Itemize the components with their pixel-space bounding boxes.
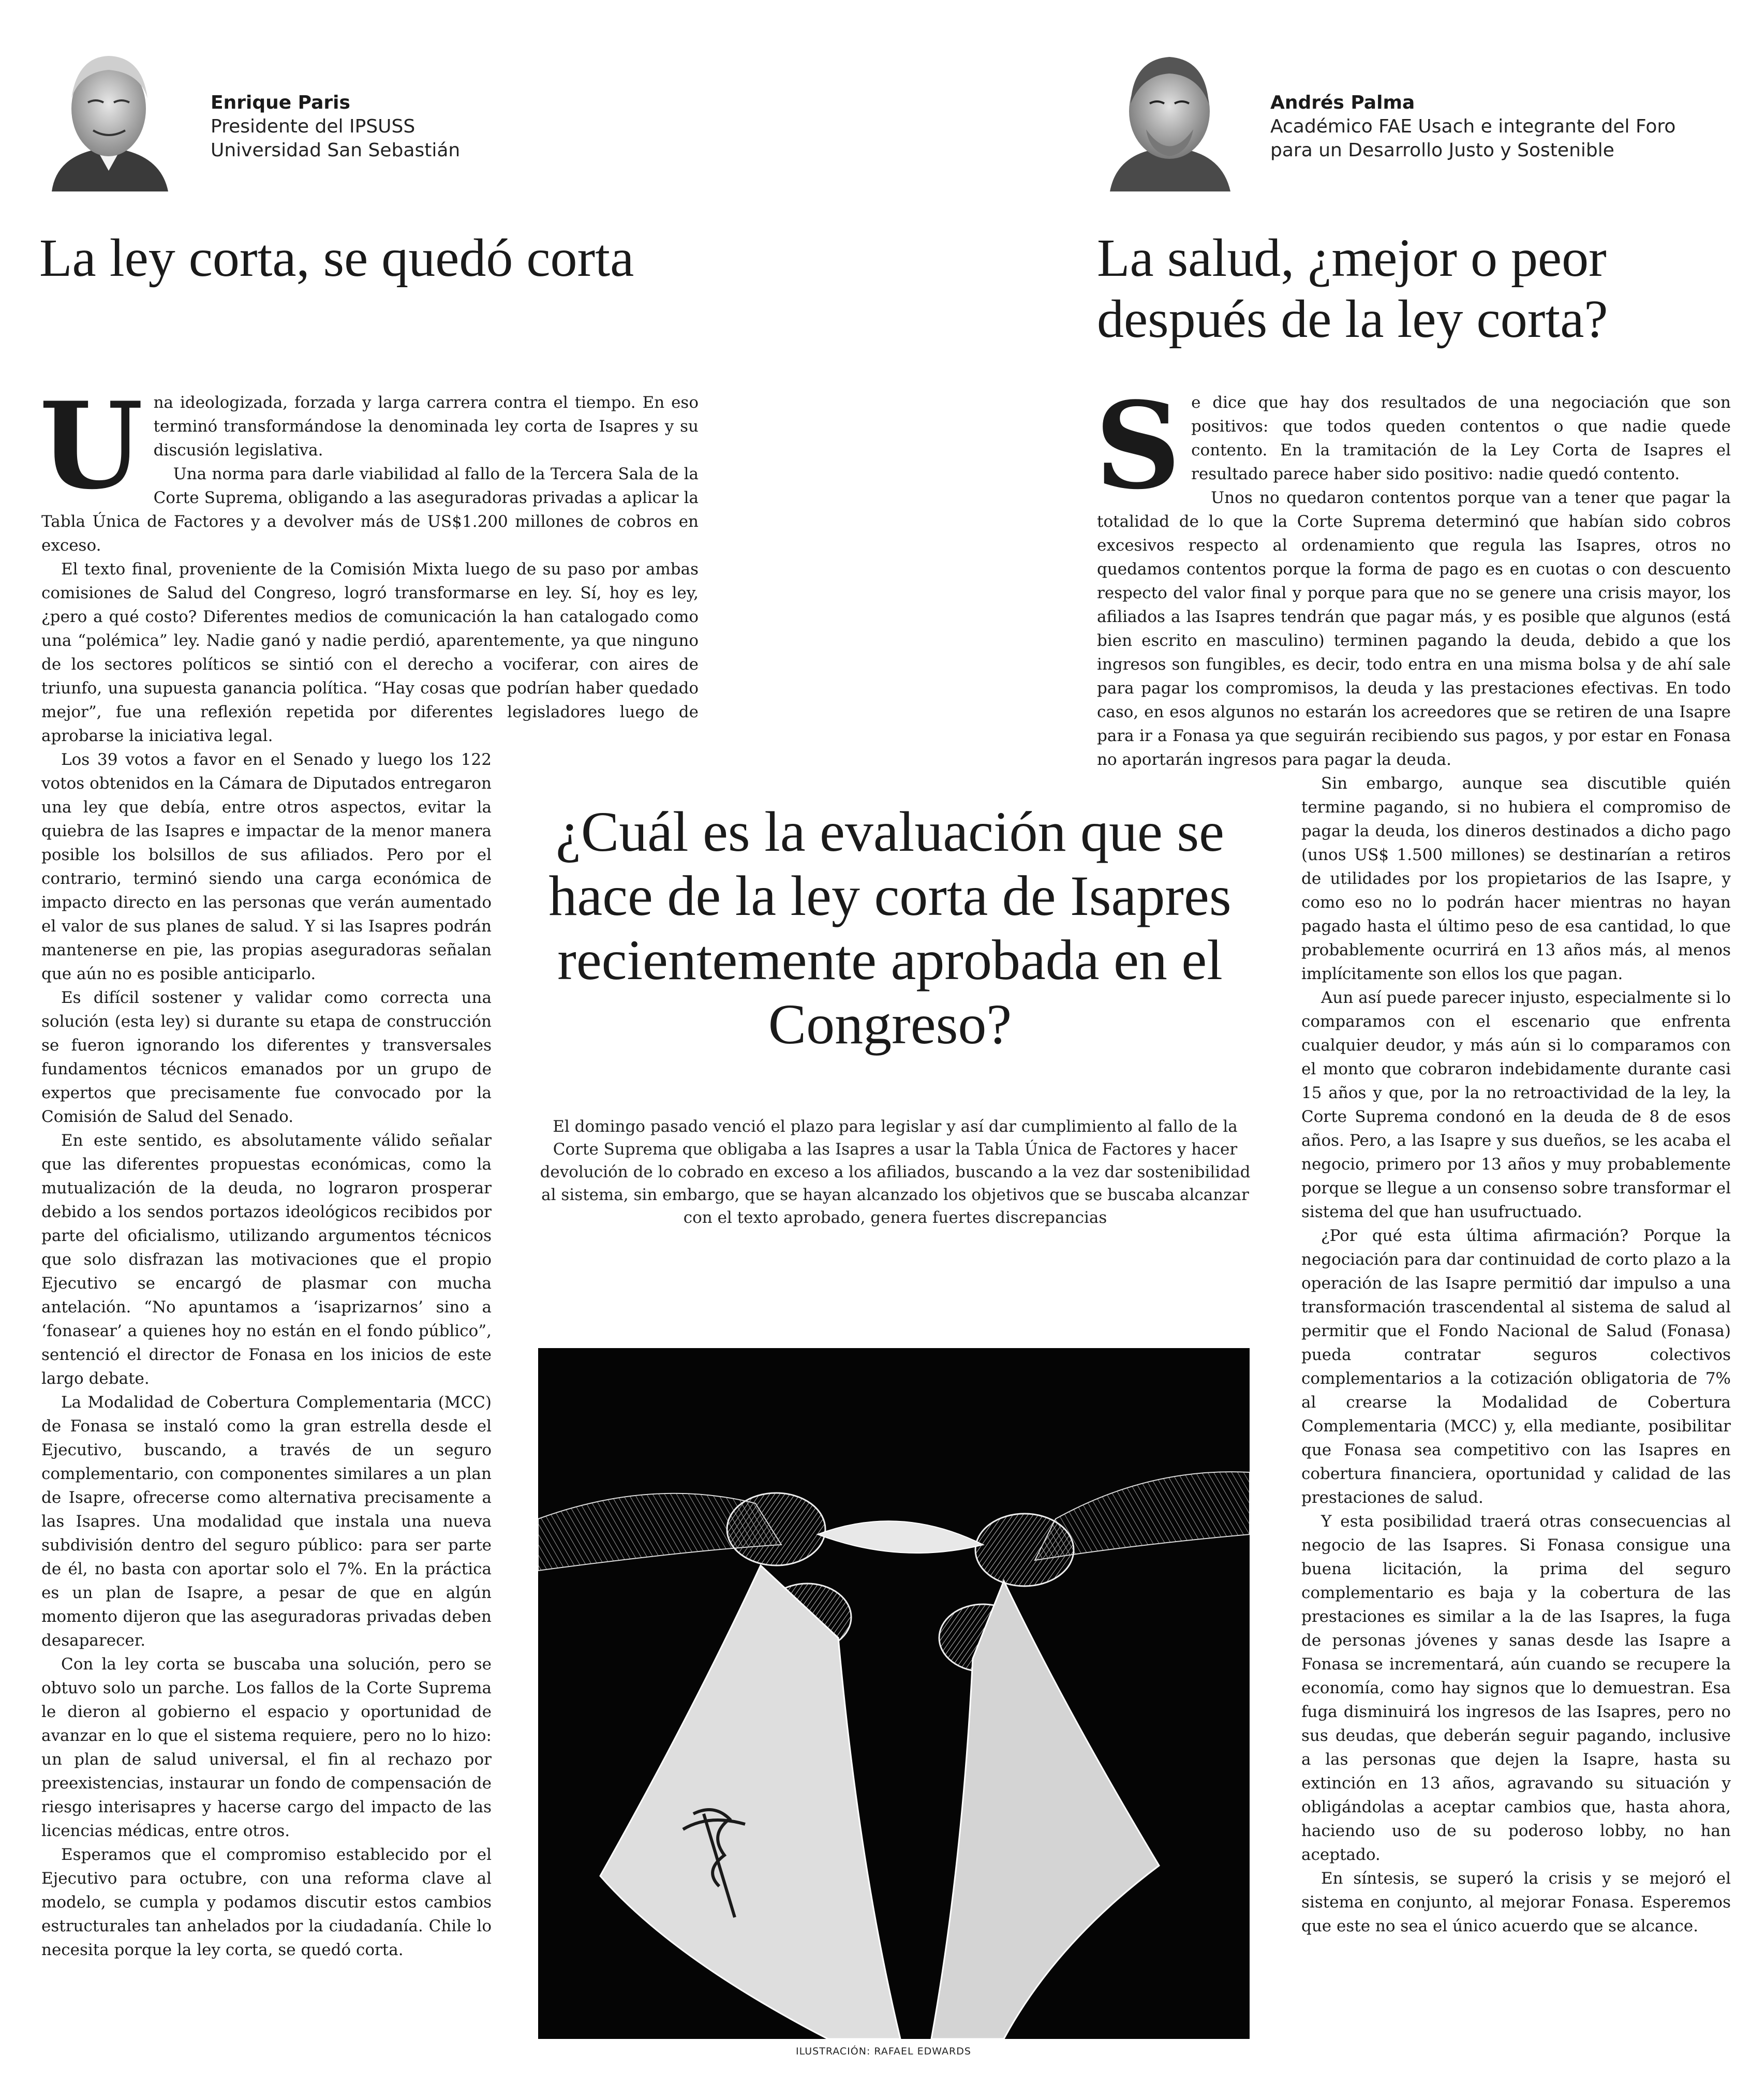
andres-palma-portrait (1102, 41, 1237, 191)
right-paragraph-7: En síntesis, se superó la crisis y se mejoró el sistema en conjunto, al mejorar Fonasa. Esperemos que este no sea el único acuerdo que se alcance. (1301, 1869, 1731, 1935)
left-paragraph-1: na ideologizada, forzada y larga carrera contra el tiempo. En eso terminó transformándose la denominada ley corta de Isapres y su discusión legislativa. (153, 393, 699, 460)
enrique-paris-portrait (41, 41, 176, 191)
center-question: ¿Cuál es la evaluación que se hace de la ley corta de Isapres recientemente aprobada en el Congreso? (548, 800, 1231, 1056)
right-dropcap: S (1095, 376, 1181, 516)
left-paragraph-5: Es difícil sostener y validar como correcta una solución (esta ley) si durante su etapa de construcción se fueron ignorando los diferentes y transversales fundamentos técnicos emanados por un grupo de expertos que precisamente fue convocado por la Comisión de Salud del Senado. (41, 988, 492, 1126)
left-paragraph-3: El texto final, proveniente de la Comisión Mixta luego de su paso por ambas comisiones de Salud del Congreso, logró transformarse en ley. Sí, hoy es ley, ¿pero a qué costo? Diferentes medios de comunicación la han catalogado como una “polémica” ley. Nadie ganó y nadie perdió, aparentemente, ya que ninguno de los sectores políticos se sintió con el derecho a vociferar, con aires de triunfo, una supuesta ganancia política. “Hay cosas que podrían haber quedado mejor”, fue una reflexión repetida por diferentes legisladores luego de aprobarse la iniciativa legal. (41, 560, 699, 745)
left-paragraph-8: Con la ley corta se buscaba una solución, pero se obtuvo solo un parche. Los fallos de la Corte Suprema le dieron al gobierno el espacio y oportunidad de avanzar en lo que el sistema requiere, pero no lo hizo: un plan de salud universal, el fin al rechazo por preexistencias, instaurar un fondo de compensación de riesgo interisapres y hacerse cargo del impacto de las licencias médicas, entre otros. (41, 1655, 492, 1840)
left-paragraph-9: Esperamos que el compromiso establecido por el Ejecutivo para octubre, con una reforma clave al modelo, se cumpla y podamos discutir estos cambios estructurales tan anhelados por la ciudadanía. Chile lo necesita porque la ley corta, se quedó corta. (41, 1845, 492, 1959)
right-author-role-2: para un Desarrollo Justo y Sostenible (1270, 140, 1614, 161)
left-author-name: Enrique Paris (211, 92, 350, 113)
right-paragraph-1: e dice que hay dos resultados de una negociación que son positivos: que todos queden contentos o que nadie quede contento. En la tramitación de la Ley Corta de Isapres el resultado parece haber sido positivo: nadie quedó contento. (1191, 393, 1731, 483)
right-paragraph-6: Y esta posibilidad traerá otras consecuencias al negocio de las Isapres. Si Fonasa consigue una buena licitación, la prima del seguro complementario es baja y la cobertura de las prestaciones es similar a la de las Isapres, la fuga de personas jóvenes y sanas desde las Isapre a Fonasa se incrementará, aún cuando se recupere la economía, como hay signos que lo demuestran. Esa fuga disminuirá los ingresos de las Isapres, pero no sus deudas, que deberán seguir pagando, inclusive a las personas que dejen la Isapre, hasta su extinción en 13 años, agravando su situación y obligándolas a aceptar cambios que, hasta ahora, haciendo uso de su poderoso lobby, no han aceptado. (1301, 1512, 1731, 1864)
left-author-role-1: Presidente del IPSUSS (211, 116, 416, 137)
right-paragraph-2: Unos no quedaron contentos porque van a tener que pagar la totalidad de lo que la Corte Suprema determinó que habían sido cobros excesivos respecto al ordenamiento que regula las Isapres, otros no quedamos contentos porque la forma de pago es en cuotas o con descuento respecto del valor final y porque para que no se genere una crisis mayor, los afiliados a las Isapres tendrán que pagar más, y es posible que algunos (está bien escrito en masculino) terminen pagando la deuda, debido a que los ingresos son fungibles, es decir, todo entra en una misma bolsa y de ahí sale para pagar los compromisos, la deuda y las prestaciones efectivas. En todo caso, en esos algunos no estarán los acreedores que se retiren de una Isapre para ir a Fonasa ya que seguirán recibiendo sus pagos, y por estar en Fonasa no aportarán ingresos para pagar la deuda. (1097, 489, 1731, 769)
right-paragraph-3: Sin embargo, aunque sea discutible quién termine pagando, si no hubiera el compromiso de pagar la deuda, los dineros destinados a dicho pago (unos US$ 1.500 millones) se destinarían a retiros de utilidades por los propietarios de las Isapre, y como eso no lo podrán hacer mientras no hayan pagado hasta el último peso de esa cantidad, lo que probablemente ocurrirá en 13 años más, al menos implícitamente son ellos los que pagan. (1301, 774, 1731, 983)
left-paragraph-6: En este sentido, es absolutamente válido señalar que las diferentes propuestas económicas, como la mutualización de la deuda, no lograron prosperar debido a los sendos portazos ideológicos recibidos por parte del oficialismo, utilizando argumentos técnicos que solo disfrazan las motivaciones que el propio Ejecutivo se encargó de plasmar con mucha antelación. “No apuntamos a ‘isaprizarnos’ sino a ‘fonasear’ a quienes hoy no están en el fondo público”, sentenció el director de Fonasa en los inicios de este largo debate. (41, 1131, 492, 1388)
right-author-name: Andrés Palma (1270, 92, 1415, 113)
right-author-role-1: Académico FAE Usach e integrante del Foro (1270, 116, 1676, 137)
left-paragraph-7: La Modalidad de Cobertura Complementaria (MCC) de Fonasa se instaló como la gran estrella desde el Ejecutivo, buscando, a través de un seguro complementario, con componentes similares a un plan de Isapre, ofrecerse como alternativa precisamente a las Isapres. Una modalidad que instala una nueva subdivisión dentro del seguro público: para ser parte de él, no basta con aportar solo el 7%. En la práctica es un plan de Isapre, a pesar de que en algún momento dijeron que las aseguradoras privadas deben desaparecer. (41, 1393, 492, 1650)
left-dropcap: U (39, 376, 143, 516)
left-author-role-2: Universidad San Sebastián (211, 140, 461, 161)
center-lede: El domingo pasado venció el plazo para legislar y así dar cumplimiento al fallo de la Corte Suprema que obligaba a las Isapres a usar la Tabla Única de Factores y hacer devolución de lo cobrado en exceso a los afiliados, buscando a la vez dar sostenibilidad al sistema, sin embargo, que se hayan alcanzado los objetivos que se buscaba alcanzar con el texto aprobado, genera fuertes discrepancias (540, 1117, 1251, 1227)
hands-pulling-cloth-drawing (538, 1348, 1250, 2039)
tug-of-war-illustration (538, 1348, 1250, 2039)
right-paragraph-5: ¿Por qué esta última afirmación? Porque la negociación para dar continuidad de corto plazo a la operación de las Isapre permitió dar impulso a una transformación trascendental al sistema de salud al permitir que el Fondo Nacional de Salud (Fonasa) pueda contratar seguros colectivos complementarios a la cotización obligatoria de 7% al crearse la Modalidad de Cobertura Complementaria (MCC) y, ella mediante, posibilitar que Fonasa sea competitivo con las Isapres en cobertura financiera, oportunidad y calidad de las prestaciones de salud. (1301, 1226, 1731, 1507)
left-paragraph-4: Los 39 votos a favor en el Senado y luego los 122 votos obtenidos en la Cámara de Diputados entregaron una ley que debía, entre otros aspectos, evitar la quiebra de las Isapres e impactar de la menor manera posible los bolsillos de sus afiliados. Pero por el contrario, terminó siendo una carga económica de impacto directo en las personas que verán aumentado el valor de sus planes de salud. Y si las Isapres podrán mantenerse en pie, las propias aseguradoras señalan que aún no es posible anticiparlo. (41, 750, 492, 983)
right-headline: La salud, ¿mejor o peor después de la ley corta? (1097, 228, 1608, 349)
right-paragraph-4: Aun así puede parecer injusto, especialmente si lo comparamos con el escenario que enfrenta cualquier deudor, y más aún si lo comparamos con el monto que cobraron indebidamente durante casi 15 años y que, por la no retroactividad de la ley, la Corte Suprema condonó en la deuda de 8 de esos años. Pero, a las Isapre y sus dueños, se les acaba el negocio, primero por 13 años y muy probablemente porque se llegue a un consenso sobre transformar el sistema del que han usufructuado. (1301, 988, 1731, 1221)
left-headline: La ley corta, se quedó corta (39, 228, 634, 288)
illustration-credit: ILUSTRACIÓN: RAFAEL EDWARDS (796, 2046, 971, 2057)
left-paragraph-2: Una norma para darle viabilidad al fallo de la Tercera Sala de la Corte Suprema, obligando a las aseguradoras privadas a aplicar la Tabla Única de Factores y a devolver más de US$1.200 millones de cobros en exceso. (41, 465, 699, 555)
